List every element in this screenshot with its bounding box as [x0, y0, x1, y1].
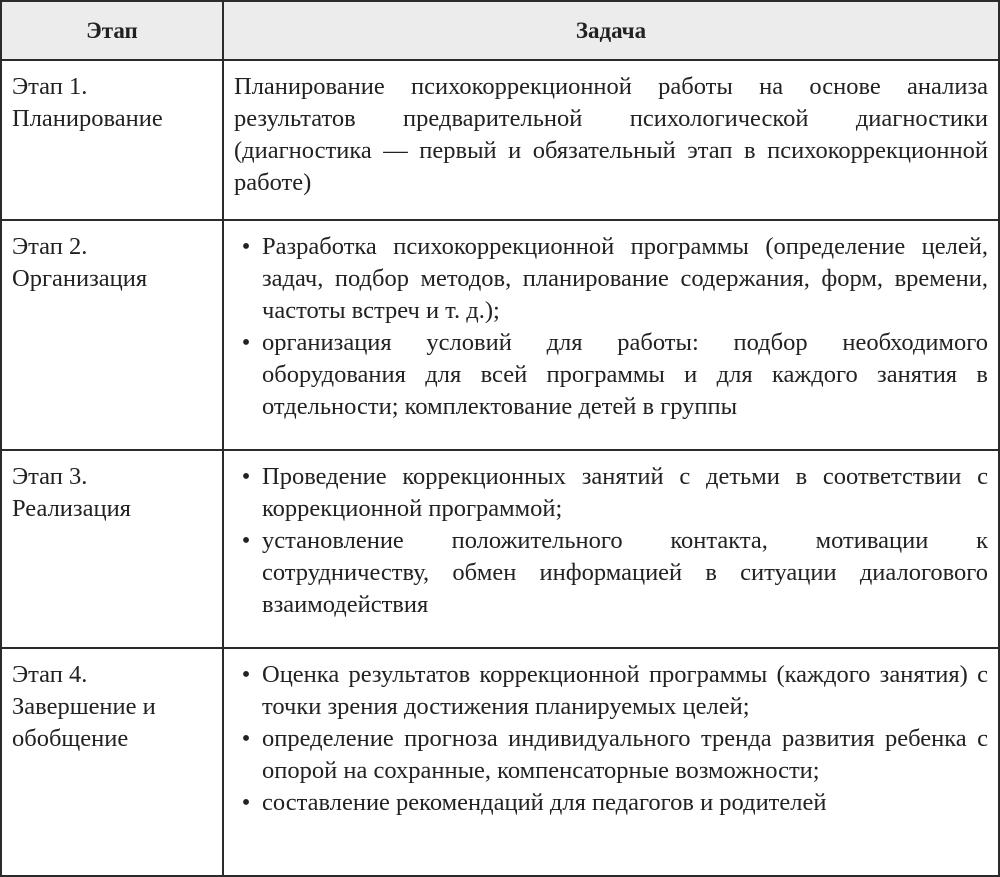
bullet-text: Разработка психокоррекционной программы (определение целей, задач, подбор методов, планирование содержания, форм, времени, частоты встреч и т. д.); [262, 233, 988, 324]
table-row [2, 649, 998, 875]
task-bullet-item [234, 787, 988, 819]
task-bullet-list [234, 461, 988, 621]
task-bullet-item [234, 525, 988, 621]
stage-cell: Этап 2. Организация [2, 221, 224, 449]
task-cell [224, 61, 998, 219]
task-cell [224, 649, 998, 875]
bullet-dot-icon: • [241, 661, 251, 688]
table-header-row [2, 2, 998, 61]
table-row [2, 451, 998, 649]
task-bullet-item [234, 659, 988, 723]
task-bullet-list [234, 231, 988, 423]
bullet-text: установление положительного контакта, мотивации к сотрудничеству, обмен информацией в ситуации диалогового взаимодействия [262, 527, 988, 618]
header-task: Задача [575, 17, 647, 43]
stage-cell: Этап 1. Планирование [2, 61, 224, 219]
task-bullet-item [234, 327, 988, 423]
bullet-dot-icon: • [241, 789, 251, 816]
header-stage: Этап [2, 2, 224, 59]
bullet-text: организация условий для работы: подбор необходимого оборудования для всей программы и для каждого занятия в отдельности; комплектование детей в группы [262, 329, 988, 420]
task-cell [224, 221, 998, 449]
bullet-dot-icon: • [241, 463, 251, 490]
stage-cell: Этап 4. Завершение и обобщение [2, 649, 224, 875]
task-bullet-item [234, 231, 988, 327]
task-bullet-list [234, 659, 988, 819]
bullet-dot-icon: • [241, 329, 251, 356]
bullet-text: Оценка результатов коррекционной программы (каждого занятия) с точки зрения достижения планируемых целей; [262, 661, 988, 720]
task-bullet-item [234, 723, 988, 787]
table-row [2, 221, 998, 451]
bullet-dot-icon: • [241, 233, 251, 260]
bullet-dot-icon: • [241, 527, 251, 554]
bullet-text: Проведение коррекционных занятий с детьми в соответствии с коррекционной программой; [262, 463, 988, 522]
table-row [2, 61, 998, 221]
task-cell [224, 451, 998, 647]
task-text: Планирование психокоррекционной работы на основе анализа результатов предварительной психологической диагностики (диагностика — первый и обязательный этап в психокоррекционной работе) [234, 73, 988, 196]
bullet-dot-icon: • [241, 725, 251, 752]
task-bullet-item [234, 461, 988, 525]
bullet-text: определение прогноза индивидуального тренда развития ребенка с опорой на сохранные, компенсаторные возможности; [262, 725, 988, 784]
bullet-text: составление рекомендаций для педагогов и родителей [262, 789, 827, 816]
stage-cell: Этап 3. Реализация [2, 451, 224, 647]
